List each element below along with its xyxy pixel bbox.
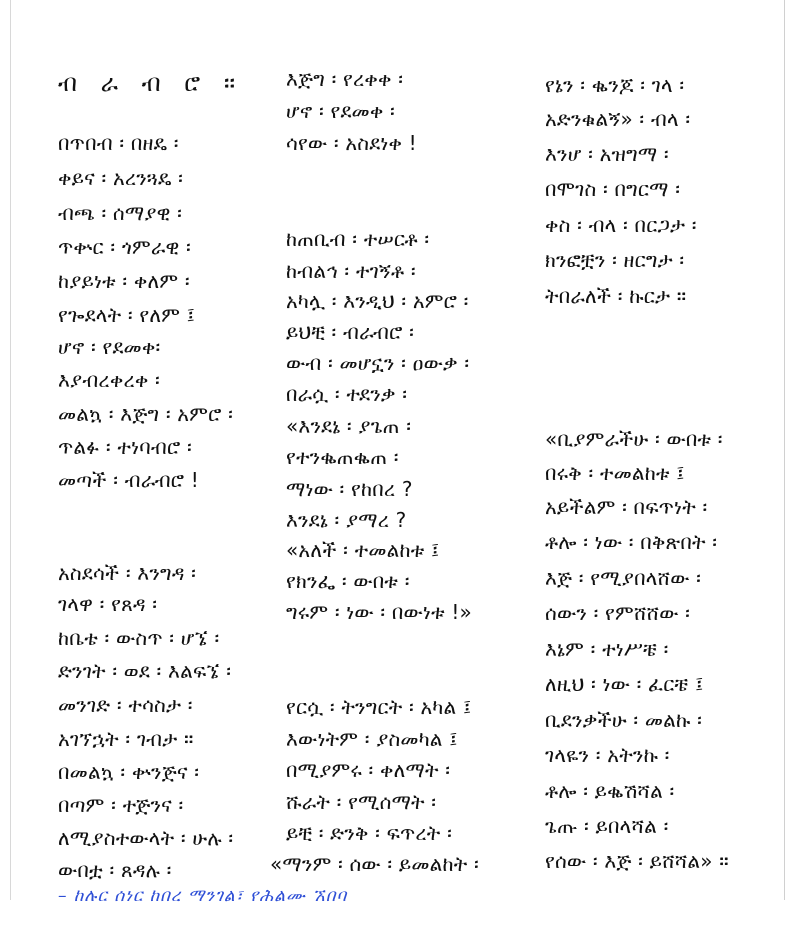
poem-line: በመልኳ ፡ ቍንጅና ፡	[58, 760, 200, 784]
poem-line: ሳየው ፡ አስደነቀ !	[286, 131, 417, 155]
poem-line: ሹራት ፡ የሚሰማት ፡	[286, 790, 437, 814]
poem-line: ውብ ፡ መሆኗን ፡ ዐውቃ ፡	[286, 351, 470, 375]
poem-line: አይችልም ፡ በፍጥነት ፡	[545, 495, 708, 519]
poem-line: አገኘኋት ፡ ገብታ ።	[58, 727, 194, 751]
poem-line: መጣች ፡ ብራብሮ !	[58, 468, 200, 492]
page-edge-left	[10, 0, 11, 900]
poem-line: በጥበብ ፡ በዘዴ ፡	[58, 131, 179, 155]
poem-line: «ቢያምራችሁ ፡ ውበቱ ፡	[545, 427, 723, 451]
poem-line: እንሆ ፡ አዝግማ ፡	[545, 142, 669, 166]
poem-line: እጅግ ፡ የረቀቀ ፡	[286, 67, 404, 91]
poem-line: መልኳ ፡ እጅግ ፡ አምሮ ፡	[58, 402, 234, 426]
poem-line: ማነው ፡ የከበረ ?	[286, 477, 413, 501]
poem-line: ይቺ ፡ ድንቅ ፡ ፍጥረት ፡	[286, 821, 452, 845]
poem-line: የክንፌ ፡ ውበቱ ፡	[286, 569, 410, 593]
poem-line: ቀስ ፡ ብላ ፡ በርጋታ ፡	[545, 213, 697, 237]
poem-line: ገላዬን ፡ አትንኩ ፡	[545, 743, 670, 767]
poem-line: አድንቁልኝ» ፡ ብላ ፡	[545, 107, 691, 131]
poem-line: ክንፎቿን ፡ ዘርግታ ፡	[545, 248, 685, 272]
poem-line: «እንደኔ ፡ ያጌጠ ፡	[286, 414, 412, 438]
poem-line: የተንቈጠቈጠ ፡	[286, 445, 399, 469]
poem-line: ከያይነቱ ፡ ቀለም ፡	[58, 269, 190, 293]
poem-line: ለዚህ ፡ ነው ፡ ፈርቼ ፤	[545, 672, 704, 696]
poem-line: የጐደላት ፡ የለም ፤	[58, 303, 196, 327]
poem-line: እኔም ፡ ተነሥቼ ፡	[545, 637, 669, 661]
poem-line: ገላዋ ፡ የጸዳ ፡	[58, 592, 158, 616]
poem-line: ከብልኅ ፡ ተገኝቶ ፡	[286, 259, 416, 283]
poem-line: አካሏ ፡ እንዲህ ፡ አምሮ ፡	[286, 289, 469, 313]
poem-line: ከቤቴ ፡ ውስጥ ፡ ሆኜ ፡	[58, 626, 220, 650]
poem-line: ሆኖ ፡ የደመቀ፡	[58, 335, 161, 359]
poem-line: መንገድ ፡ ተሳስታ ፡	[58, 693, 193, 717]
poem-line: የኔን ፡ ቈንጆ ፡ ገላ ፡	[545, 73, 685, 97]
poem-line: እጅ ፡ የሚያበላሸው ፡	[545, 566, 702, 590]
poem-line: እያብረቀረቀ ፡	[58, 368, 160, 392]
poem-line: በሞገስ ፡ በግርማ ፡	[545, 177, 681, 201]
poem-line: ድንገት ፡ ወደ ፡ እልፍኜ ፡	[58, 659, 232, 683]
poem-line: ውበቷ ፡ ጸዳሉ ፡	[58, 858, 172, 882]
poem-line: በራሷ ፡ ተደንቃ ፡	[286, 382, 408, 406]
poem-line: ቶሎ ፡ ነው ፡ በቅጽበት ፡	[545, 530, 718, 554]
poem-line: የርሷ ፡ ትንግርት ፡ አካል ፤	[286, 695, 472, 719]
poem-line: «ማንም ፡ ሰው ፡ ይመልከት ፡	[270, 852, 479, 876]
poem-line: በሚያምሩ ፡ ቀለማት ፡	[286, 758, 451, 782]
poem-line: ጥልፉ ፡ ተነባብሮ ፡	[58, 435, 192, 459]
poem-line: ሆኖ ፡ የደመቀ ፡	[286, 99, 395, 123]
poem-line: በጣም ፡ ተጅንና ፡	[58, 793, 184, 817]
poem-line: ትበራለች ፡ ኩርታ ።	[545, 284, 687, 308]
poem-line: ጌጡ ፡ ይበላሻል ፡	[545, 814, 669, 838]
page-edge-right	[784, 0, 785, 900]
poem-line: እንደኔ ፡ ያማረ ?	[286, 508, 407, 532]
poem-title: ብ ራ ብ ሮ ።	[58, 69, 244, 97]
poem-line: አስደሳች ፡ እንግዳ ፡	[58, 561, 196, 585]
poem-line: ይህቺ ፡ ብራብሮ ፡	[286, 320, 415, 344]
poem-line: ግሩም ፡ ነው ፡ በውነቱ !»	[286, 600, 472, 624]
poem-line: ጥቍር ፡ ጎምራዊ ፡	[58, 235, 191, 259]
poem-line: ቶሎ ፡ ይቈሽሻል ፡	[545, 779, 675, 803]
poem-line: በሩቅ ፡ ተመልከቱ ፤	[545, 461, 685, 485]
poem-line: «አለች ፡ ተመልከቱ ፤	[286, 538, 440, 562]
poem-line: ቢደንቃችሁ ፡ መልኩ ፡	[545, 708, 703, 732]
poem-line: የሰው ፡ እጅ ፡ ይሸሻል» ።	[545, 849, 729, 873]
poem-line: እውነትም ፡ ያስመካል ፤	[286, 727, 458, 751]
poem-line: ሰውን ፡ የምሸሸው ፡	[545, 601, 691, 625]
poem-line: ከጠቢብ ፡ ተሠርቶ ፡	[286, 227, 430, 251]
poem-line: ብጫ ፡ ሰማያዊ ፡	[58, 201, 183, 225]
handwritten-note: – ከሉር ሰነር ከበረ ማንገል፣ የሕልሙ ኧበባ	[58, 886, 348, 906]
poem-line: ቀይና ፡ አረንጓዴ ፡	[58, 166, 183, 190]
poem-line: ለሚያስተውላት ፡ ሁሉ ፡	[58, 826, 234, 850]
